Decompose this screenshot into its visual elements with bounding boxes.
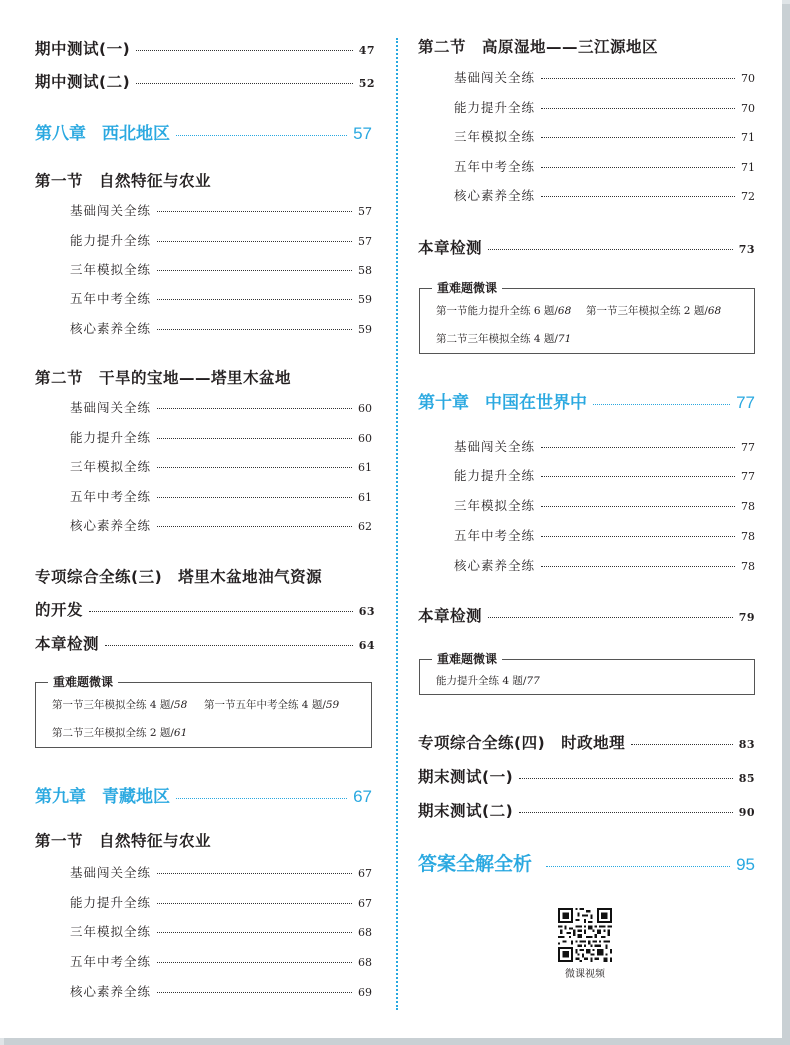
page-number: 64 [358, 639, 375, 652]
entry-label: 基础闯关全练 [70, 400, 152, 415]
page-shadow-bottom [4, 1038, 790, 1045]
section-title: 自然特征与农业 [99, 172, 212, 190]
toc-subentry[interactable] [70, 893, 372, 911]
special-3-heading[interactable] [35, 565, 322, 587]
ch8-section-1-heading[interactable] [35, 169, 211, 191]
special-title: 时政地理 [561, 734, 626, 752]
micro-lesson-line: 第一节三年模拟全练 4 题/58 第一节五年中考全练 4 题/59 [52, 699, 340, 711]
chapter-title: 中国在世界中 [485, 393, 587, 413]
toc-entry-midterm-1[interactable] [35, 37, 375, 59]
chapter-label: 第九章 [35, 787, 86, 807]
entry-label: 基础闯关全练 [70, 203, 152, 218]
page-number: 68 [358, 956, 372, 969]
special-title: 塔里木盆地油气资源 [178, 568, 323, 586]
box-title: 重难题微课 [432, 279, 502, 296]
entry-label: 本章检测 [418, 607, 483, 625]
entry-label: 五年中考全练 [454, 528, 536, 543]
qr-code-icon[interactable] [558, 908, 612, 962]
page-number: 95 [736, 855, 755, 874]
ch9-section-2-heading[interactable] [418, 35, 658, 57]
toc-entry-special-4[interactable] [418, 731, 755, 753]
page-shadow-right [782, 4, 790, 1045]
micro-lesson-box-ch8 [35, 675, 372, 748]
entry-label: 核心素养全练 [454, 558, 536, 573]
toc-subentry[interactable] [70, 398, 372, 416]
toc-subentry[interactable] [454, 526, 755, 544]
entry-label: 基础闯关全练 [454, 70, 536, 85]
toc-subentry[interactable] [454, 186, 755, 204]
micro-lesson-line: 第二节三年模拟全练 2 题/61 [52, 727, 188, 739]
answers-label: 答案全解全析 [418, 853, 533, 875]
entry-label: 能力提升全练 [70, 430, 152, 445]
page-number: 68 [358, 926, 372, 939]
answers-heading[interactable] [418, 849, 755, 876]
chapter-9-heading[interactable] [35, 782, 372, 807]
chapter-title: 青藏地区 [102, 787, 170, 807]
page-number: 58 [358, 264, 372, 277]
entry-label: 能力提升全练 [70, 233, 152, 248]
toc-entry-final-2[interactable] [418, 799, 755, 821]
page-number: 67 [358, 867, 372, 880]
toc-subentry[interactable] [454, 437, 755, 455]
page-number: 85 [738, 772, 755, 785]
toc-subentry[interactable] [70, 863, 372, 881]
page-number: 83 [738, 738, 755, 751]
toc-entry-midterm-2[interactable] [35, 70, 375, 92]
toc-subentry[interactable] [70, 516, 372, 534]
page-number: 73 [738, 243, 755, 256]
micro-lesson-line: 能力提升全练 4 题/77 [436, 675, 540, 687]
entry-label: 核心素养全练 [70, 984, 152, 999]
entry-label: 三年模拟全练 [454, 498, 536, 513]
page-number: 57 [358, 205, 372, 218]
toc-subentry[interactable] [454, 496, 755, 514]
page-number: 63 [358, 605, 375, 618]
page-number: 77 [741, 470, 755, 483]
ch8-section-2-heading[interactable] [35, 366, 291, 388]
section-title: 高原湿地——三江源地区 [482, 38, 659, 56]
entry-label: 期中测试(一) [35, 40, 131, 58]
entry-label: 期中测试(二) [35, 73, 131, 91]
toc-subentry[interactable] [70, 231, 372, 249]
entry-label: 核心素养全练 [70, 518, 152, 533]
toc-subentry[interactable] [70, 487, 372, 505]
toc-entry-ch8-review[interactable] [35, 632, 375, 654]
page-number: 78 [741, 530, 755, 543]
entry-label: 期末测试(一) [418, 768, 514, 786]
entry-label: 核心素养全练 [70, 321, 152, 336]
page-number: 71 [741, 161, 755, 174]
page-number: 57 [358, 235, 372, 248]
page-number: 52 [358, 77, 375, 90]
box-title: 重难题微课 [48, 673, 118, 690]
page-number: 47 [358, 44, 375, 57]
entry-label: 期末测试(二) [418, 802, 514, 820]
entry-label: 核心素养全练 [454, 188, 536, 203]
micro-lesson-box-ch10 [419, 652, 755, 695]
toc-entry-ch9-review[interactable] [418, 236, 755, 258]
entry-label: 基础闯关全练 [454, 439, 536, 454]
toc-entry-final-1[interactable] [418, 765, 755, 787]
entry-label: 能力提升全练 [454, 100, 536, 115]
page-number: 61 [358, 461, 372, 474]
ch9-section-1-heading[interactable] [35, 829, 211, 851]
qr-caption: 微课视频 [565, 969, 605, 980]
page-number: 77 [741, 441, 755, 454]
micro-lesson-line: 第二节三年模拟全练 4 题/71 [436, 333, 572, 345]
page-number: 62 [358, 520, 372, 533]
entry-label: 本章检测 [418, 239, 483, 257]
page-number: 60 [358, 432, 372, 445]
entry-label: 能力提升全练 [70, 895, 152, 910]
section-title: 干旱的宝地——塔里木盆地 [99, 369, 292, 387]
section-title: 自然特征与农业 [99, 832, 212, 850]
toc-subentry[interactable] [454, 556, 755, 574]
page-number: 71 [741, 131, 755, 144]
page-number: 67 [358, 897, 372, 910]
special-label: 专项综合全练(四) [418, 734, 546, 752]
entry-label: 五年中考全练 [70, 489, 152, 504]
page-number: 72 [741, 190, 755, 203]
micro-lesson-box-ch9 [419, 281, 755, 354]
toc-subentry[interactable] [454, 466, 755, 484]
toc-entry-ch10-review[interactable] [418, 604, 755, 626]
toc-subentry[interactable] [70, 289, 372, 307]
entry-label: 能力提升全练 [454, 468, 536, 483]
entry-label: 基础闯关全练 [70, 865, 152, 880]
entry-label: 五年中考全练 [70, 291, 152, 306]
section-label: 第二节 [418, 38, 467, 56]
page-number: 79 [738, 611, 755, 624]
page-number: 57 [353, 124, 372, 143]
section-label: 第一节 [35, 172, 84, 190]
section-label: 第一节 [35, 832, 84, 850]
entry-label: 三年模拟全练 [70, 924, 152, 939]
toc-subentry[interactable] [454, 127, 755, 145]
page-number: 59 [358, 293, 372, 306]
page-number: 60 [358, 402, 372, 415]
toc-subentry[interactable] [70, 428, 372, 446]
toc-subentry[interactable] [454, 68, 755, 86]
entry-label: 三年模拟全练 [454, 129, 536, 144]
micro-lesson-line: 第一节能力提升全练 6 题/68 第一节三年模拟全练 2 题/68 [436, 305, 722, 317]
toc-subentry[interactable] [454, 98, 755, 116]
chapter-title: 西北地区 [102, 124, 170, 144]
toc-subentry[interactable] [454, 157, 755, 175]
entry-label: 五年中考全练 [454, 159, 536, 174]
toc-subentry[interactable] [70, 922, 372, 940]
chapter-10-heading[interactable] [418, 388, 755, 413]
page-number: 59 [358, 323, 372, 336]
special-title-cont: 的开发 [35, 601, 84, 619]
box-title: 重难题微课 [432, 650, 502, 667]
entry-label: 三年模拟全练 [70, 459, 152, 474]
page-number: 67 [353, 787, 372, 806]
entry-label: 三年模拟全练 [70, 262, 152, 277]
page-number: 77 [736, 393, 755, 412]
toc-subentry[interactable] [70, 201, 372, 219]
toc-subentry[interactable] [70, 982, 372, 1000]
page-number: 70 [741, 72, 755, 85]
page-number: 70 [741, 102, 755, 115]
entry-label: 本章检测 [35, 635, 100, 653]
chapter-8-heading[interactable] [35, 119, 372, 144]
toc-subentry[interactable] [70, 457, 372, 475]
page-number: 90 [738, 806, 755, 819]
column-divider [396, 38, 398, 1010]
toc-subentry[interactable] [70, 952, 372, 970]
section-label: 第二节 [35, 369, 84, 387]
chapter-label: 第十章 [418, 393, 469, 413]
toc-subentry[interactable] [70, 319, 372, 337]
chapter-label: 第八章 [35, 124, 86, 144]
page-number: 69 [358, 986, 372, 999]
entry-label: 五年中考全练 [70, 954, 152, 969]
page-number: 78 [741, 560, 755, 573]
page-number: 61 [358, 491, 372, 504]
special-label: 专项综合全练(三) [35, 568, 163, 586]
page-number: 78 [741, 500, 755, 513]
toc-subentry[interactable] [70, 260, 372, 278]
toc-entry-special-3[interactable] [35, 598, 375, 620]
